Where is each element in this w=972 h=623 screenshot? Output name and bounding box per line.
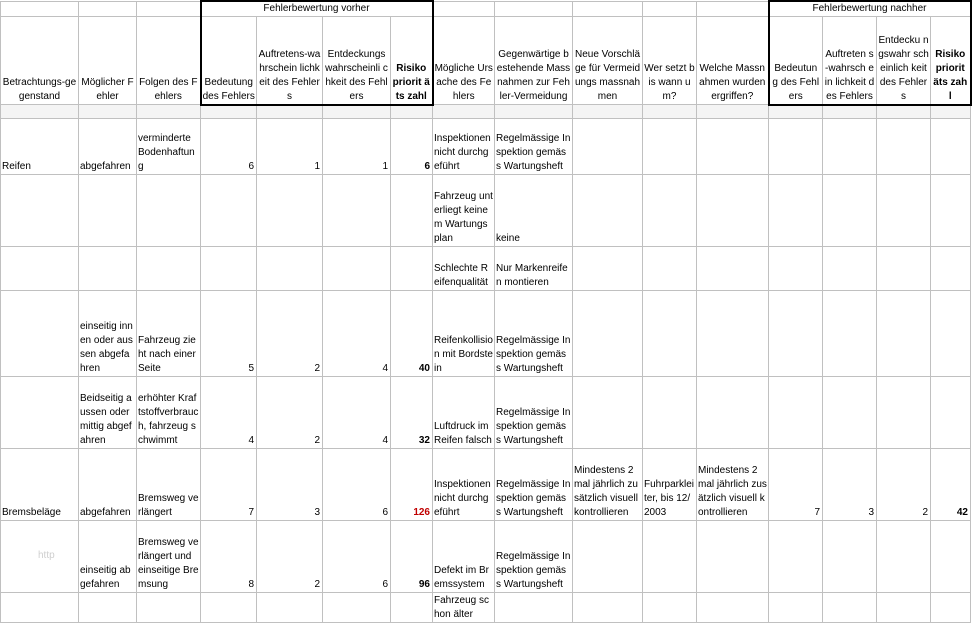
- column-header-taken-measure[interactable]: Welche Massnahmen wurden ergriffen?: [697, 17, 769, 105]
- cell-effect[interactable]: [137, 175, 201, 247]
- cell-responsible[interactable]: Fuhrparkleiter, bis 12/2003: [643, 449, 697, 521]
- spacer-cell[interactable]: [1, 105, 79, 119]
- cell-taken-measure[interactable]: [697, 291, 769, 377]
- cell-severity[interactable]: 8: [201, 521, 257, 593]
- cell-detection[interactable]: 1: [323, 119, 391, 175]
- cell-occurrence[interactable]: 2: [257, 521, 323, 593]
- cell-proposal[interactable]: [573, 175, 643, 247]
- cell-effect[interactable]: verminderte Bodenhaftung: [137, 119, 201, 175]
- spacer-cell[interactable]: [931, 105, 971, 119]
- spacer-cell[interactable]: [137, 105, 201, 119]
- cell-severity[interactable]: [201, 175, 257, 247]
- cell-effect[interactable]: [137, 247, 201, 291]
- cell-detection-after[interactable]: [877, 247, 931, 291]
- cell-effect[interactable]: Fahrzeug zieht nach einer Seite: [137, 291, 201, 377]
- cell-subject[interactable]: [1, 377, 79, 449]
- cell-subject[interactable]: Reifen: [1, 119, 79, 175]
- watermark-text: http: [38, 550, 55, 561]
- spacer-cell[interactable]: [643, 105, 697, 119]
- cell-rpn-after[interactable]: [931, 377, 971, 449]
- cell-rpn-after[interactable]: [931, 175, 971, 247]
- cell-subject[interactable]: [1, 175, 79, 247]
- cell-cause[interactable]: Defekt im Bremssystem: [433, 521, 495, 593]
- cell-detection[interactable]: 4: [323, 377, 391, 449]
- cell-cause[interactable]: Inspektionen nicht durchgeführt: [433, 449, 495, 521]
- cell-rpn[interactable]: 126: [391, 449, 433, 521]
- column-header-severity[interactable]: Bedeutung des Fehlers: [201, 17, 257, 105]
- group-header-cell[interactable]: [137, 1, 201, 17]
- cell-cause[interactable]: Fahrzeug unterliegt keinem Wartungsplan: [433, 175, 495, 247]
- column-header-detection[interactable]: Entdeckungs wahrscheinli chkeit des Fehlers: [323, 17, 391, 105]
- cell-rpn-after[interactable]: [931, 119, 971, 175]
- cell-proposal[interactable]: [573, 377, 643, 449]
- cell-failure[interactable]: Beidseitig aussen oder mittig abgefahren: [79, 377, 137, 449]
- spacer-cell[interactable]: [823, 105, 877, 119]
- cell-severity[interactable]: [201, 593, 257, 623]
- cell-occurrence[interactable]: 2: [257, 291, 323, 377]
- column-header-responsible[interactable]: Wer setzt bis wann um?: [643, 17, 697, 105]
- cell-detection-after[interactable]: [877, 291, 931, 377]
- cell-taken-measure[interactable]: [697, 377, 769, 449]
- cell-taken-measure[interactable]: Mindestens 2 mal jährlich zusätzlich visuell kontrollieren: [697, 449, 769, 521]
- cell-occurrence-after[interactable]: [823, 593, 877, 623]
- cell-responsible[interactable]: [643, 377, 697, 449]
- cell-cause[interactable]: Fahrzeug schon älter: [433, 593, 495, 623]
- cell-failure[interactable]: [79, 175, 137, 247]
- group-header-after[interactable]: Fehlerbewertung nachher: [769, 1, 971, 17]
- cell-current-measure[interactable]: Regelmässige Inspektion gemäss Wartungsheft: [495, 119, 573, 175]
- cell-effect[interactable]: Bremsweg verlängert: [137, 449, 201, 521]
- cell-cause[interactable]: Schlechte Reifenqualität: [433, 247, 495, 291]
- cell-taken-measure[interactable]: [697, 175, 769, 247]
- cell-current-measure[interactable]: keine: [495, 175, 573, 247]
- cell-severity[interactable]: 6: [201, 119, 257, 175]
- cell-responsible[interactable]: [643, 291, 697, 377]
- cell-failure[interactable]: einseitig abgefahren: [79, 521, 137, 593]
- spacer-cell[interactable]: [697, 105, 769, 119]
- cell-current-measure[interactable]: Regelmässige Inspektion gemäss Wartungsheft: [495, 291, 573, 377]
- cell-severity-after[interactable]: [769, 175, 823, 247]
- cell-detection[interactable]: [323, 175, 391, 247]
- cell-occurrence[interactable]: [257, 593, 323, 623]
- spacer-cell[interactable]: [391, 105, 433, 119]
- cell-proposal[interactable]: [573, 247, 643, 291]
- cell-severity-after[interactable]: [769, 593, 823, 623]
- cell-severity[interactable]: 4: [201, 377, 257, 449]
- cell-severity-after[interactable]: [769, 521, 823, 593]
- group-header-cell[interactable]: [79, 1, 137, 17]
- spacer-cell[interactable]: [573, 105, 643, 119]
- cell-occurrence-after[interactable]: [823, 247, 877, 291]
- cell-current-measure[interactable]: [495, 593, 573, 623]
- spacer-cell[interactable]: [323, 105, 391, 119]
- cell-rpn-after[interactable]: [931, 521, 971, 593]
- cell-occurrence[interactable]: 2: [257, 377, 323, 449]
- cell-subject[interactable]: [1, 593, 79, 623]
- cell-occurrence-after[interactable]: [823, 521, 877, 593]
- cell-severity-after[interactable]: 7: [769, 449, 823, 521]
- group-header-cell[interactable]: [1, 1, 79, 17]
- cell-current-measure[interactable]: Nur Markenreifen montieren: [495, 247, 573, 291]
- cell-responsible[interactable]: [643, 119, 697, 175]
- cell-occurrence-after[interactable]: [823, 291, 877, 377]
- cell-occurrence[interactable]: 3: [257, 449, 323, 521]
- spacer-cell[interactable]: [79, 105, 137, 119]
- cell-taken-measure[interactable]: [697, 119, 769, 175]
- cell-severity[interactable]: [201, 247, 257, 291]
- cell-occurrence[interactable]: [257, 175, 323, 247]
- column-header-rpn[interactable]: Risiko priorit äts zahl: [391, 17, 433, 105]
- cell-failure[interactable]: [79, 247, 137, 291]
- cell-occurrence[interactable]: 1: [257, 119, 323, 175]
- cell-detection-after[interactable]: [877, 521, 931, 593]
- cell-effect[interactable]: Bremsweg verlängert und einseitige Bremsung: [137, 521, 201, 593]
- cell-detection-after[interactable]: [877, 175, 931, 247]
- group-header-cell[interactable]: [495, 1, 573, 17]
- cell-occurrence-after[interactable]: [823, 119, 877, 175]
- cell-current-measure[interactable]: Regelmässige Inspektion gemäss Wartungsheft: [495, 449, 573, 521]
- column-header-proposal[interactable]: Neue Vorschläge für Vermeidungs massnahmen: [573, 17, 643, 105]
- cell-cause[interactable]: Reifenkollision mit Bordstein: [433, 291, 495, 377]
- cell-rpn[interactable]: [391, 247, 433, 291]
- cell-detection[interactable]: 4: [323, 291, 391, 377]
- cell-occurrence-after[interactable]: [823, 377, 877, 449]
- column-header-cause[interactable]: Mögliche Ursache des Fehlers: [433, 17, 495, 105]
- cell-responsible[interactable]: [643, 247, 697, 291]
- cell-rpn[interactable]: 96: [391, 521, 433, 593]
- cell-proposal[interactable]: [573, 593, 643, 623]
- cell-detection[interactable]: 6: [323, 521, 391, 593]
- cell-failure[interactable]: abgefahren: [79, 119, 137, 175]
- group-header-cell[interactable]: [573, 1, 643, 17]
- cell-subject[interactable]: Bremsbeläge: [1, 449, 79, 521]
- cell-rpn[interactable]: [391, 593, 433, 623]
- spacer-cell[interactable]: [877, 105, 931, 119]
- cell-proposal[interactable]: Mindestens 2 mal jährlich zusätzlich visuell kontrollieren: [573, 449, 643, 521]
- group-header-before[interactable]: Fehlerbewertung vorher: [201, 1, 433, 17]
- spacer-cell[interactable]: [257, 105, 323, 119]
- cell-rpn-after[interactable]: 42: [931, 449, 971, 521]
- column-header-rpn-after[interactable]: Risiko priorit äts zahl: [931, 17, 971, 105]
- cell-detection[interactable]: [323, 247, 391, 291]
- column-header-occurrence[interactable]: Auftretens-wahrschein lichkeit des Fehlers: [257, 17, 323, 105]
- cell-rpn-after[interactable]: [931, 593, 971, 623]
- spacer-cell[interactable]: [769, 105, 823, 119]
- cell-severity[interactable]: 7: [201, 449, 257, 521]
- cell-rpn-after[interactable]: [931, 247, 971, 291]
- cell-rpn-after[interactable]: [931, 291, 971, 377]
- cell-detection-after[interactable]: [877, 593, 931, 623]
- column-header-detection-after[interactable]: Entdecku ngswahr scheinlich keit des Fehlers: [877, 17, 931, 105]
- cell-cause[interactable]: Luftdruck im Reifen falsch: [433, 377, 495, 449]
- cell-occurrence-after[interactable]: 3: [823, 449, 877, 521]
- cell-failure[interactable]: abgefahren: [79, 449, 137, 521]
- cell-effect[interactable]: [137, 593, 201, 623]
- spacer-cell[interactable]: [433, 105, 495, 119]
- cell-detection-after[interactable]: [877, 119, 931, 175]
- cell-proposal[interactable]: [573, 291, 643, 377]
- cell-taken-measure[interactable]: [697, 521, 769, 593]
- cell-severity[interactable]: 5: [201, 291, 257, 377]
- cell-detection-after[interactable]: 2: [877, 449, 931, 521]
- column-header-current-measure[interactable]: Gegenwärtige bestehende Massnahmen zur Fehler-Vermeidung: [495, 17, 573, 105]
- cell-subject[interactable]: [1, 291, 79, 377]
- cell-severity-after[interactable]: [769, 291, 823, 377]
- spacer-cell[interactable]: [495, 105, 573, 119]
- cell-current-measure[interactable]: Regelmässige Inspektion gemäss Wartungsheft: [495, 521, 573, 593]
- cell-severity-after[interactable]: [769, 119, 823, 175]
- column-header-effect[interactable]: Folgen des Fehlers: [137, 17, 201, 105]
- cell-rpn[interactable]: [391, 175, 433, 247]
- cell-rpn[interactable]: 32: [391, 377, 433, 449]
- column-header-failure[interactable]: Möglicher Fehler: [79, 17, 137, 105]
- group-header-cell[interactable]: [697, 1, 769, 17]
- cell-failure[interactable]: [79, 593, 137, 623]
- cell-occurrence-after[interactable]: [823, 175, 877, 247]
- cell-occurrence[interactable]: [257, 247, 323, 291]
- column-header-occurrence-after[interactable]: Auftreten s-wahrsch ein lichkeit des Fehlers: [823, 17, 877, 105]
- cell-current-measure[interactable]: Regelmässige Inspektion gemäss Wartungsheft: [495, 377, 573, 449]
- cell-proposal[interactable]: [573, 521, 643, 593]
- cell-taken-measure[interactable]: [697, 247, 769, 291]
- column-header-subject[interactable]: Betrachtungs-gegenstand: [1, 17, 79, 105]
- cell-rpn[interactable]: 40: [391, 291, 433, 377]
- cell-detection-after[interactable]: [877, 377, 931, 449]
- spacer-cell[interactable]: [201, 105, 257, 119]
- cell-proposal[interactable]: [573, 119, 643, 175]
- group-header-cell[interactable]: [643, 1, 697, 17]
- cell-failure[interactable]: einseitig innen oder aussen abgefahren: [79, 291, 137, 377]
- cell-rpn[interactable]: 6: [391, 119, 433, 175]
- cell-responsible[interactable]: [643, 175, 697, 247]
- cell-responsible[interactable]: [643, 593, 697, 623]
- cell-severity-after[interactable]: [769, 247, 823, 291]
- cell-effect[interactable]: erhöhter Kraftstoffverbrauch, fahrzeug schwimmt: [137, 377, 201, 449]
- cell-severity-after[interactable]: [769, 377, 823, 449]
- cell-responsible[interactable]: [643, 521, 697, 593]
- cell-taken-measure[interactable]: [697, 593, 769, 623]
- cell-detection[interactable]: [323, 593, 391, 623]
- column-header-severity-after[interactable]: Bedeutun g des Fehlers: [769, 17, 823, 105]
- cell-subject[interactable]: [1, 247, 79, 291]
- cell-detection[interactable]: 6: [323, 449, 391, 521]
- cell-cause[interactable]: Inspektionen nicht durchgeführt: [433, 119, 495, 175]
- group-header-cell[interactable]: [433, 1, 495, 17]
